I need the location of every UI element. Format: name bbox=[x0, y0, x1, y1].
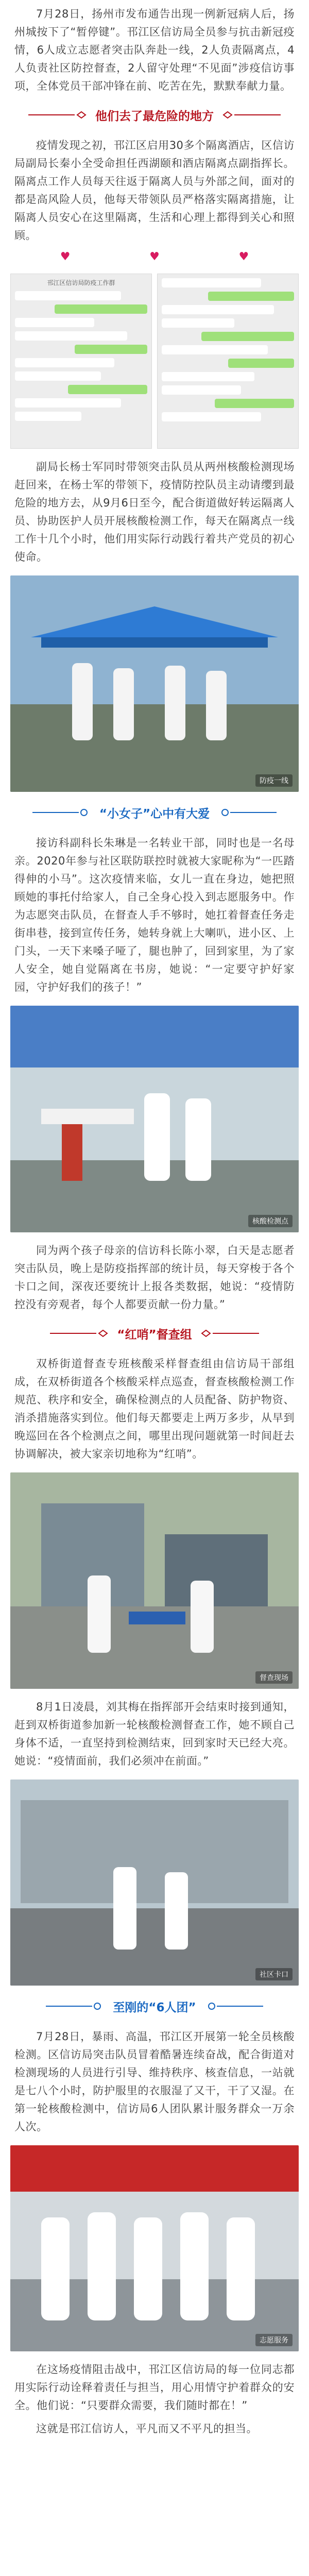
photo-community bbox=[10, 1780, 299, 1986]
section-title-text: “红哨”督查组 bbox=[117, 1328, 192, 1342]
ornament-right-icon bbox=[215, 808, 277, 817]
section3-paragraph-1: 双桥街道督查专班核酸采样督查组由信访局干部组成，在双桥街道各个核酸采样点巡查，督查核酸检测工作规范、秩序和安全，确保检测点的人员配备、防护物资、消杀措施落实到位。他们每天都要走上两万多步，从早到晚巡回在各个检测点之间，哪里出现问题就第一时间赶去协调解决，被大家亲切地称为“红哨”。 bbox=[14, 1358, 295, 1460]
section-title-text: 他们去了最危险的地方 bbox=[95, 109, 214, 123]
ornament-left-icon bbox=[50, 1329, 112, 1338]
section4-paragraph-1: 7月28日，暴雨、高温，邗江区开展第一轮全员核酸检测。区信访局突击队员冒着酷暑连续奋战，配合街道对检测现场的人员进行引导、维持秩序、核查信息，一站就是七八个小时，防护服里的衣服湿了又干，干了又湿。在第一轮核酸检测中，信访局6人团队累计服务群众一万余人次。 bbox=[14, 2030, 295, 2133]
photo-caption: 核酸检测点 bbox=[248, 1215, 293, 1227]
chat-header: 邗江区信访局防疫工作群 bbox=[47, 279, 115, 286]
section-title-3 bbox=[0, 1322, 309, 1345]
photo-caption: 志愿服务 bbox=[255, 2334, 293, 2346]
chat-screenshot-left bbox=[10, 274, 152, 449]
photo-testing-site bbox=[10, 1006, 299, 1232]
ornament-left-icon bbox=[46, 2002, 108, 2011]
section2-paragraph-2: 同为两个孩子母亲的信访科长陈小翠，白天是志愿者突击队员，晚上是防疫指挥部的统计员，每天穿梭于各个卡口之间，深夜还要统计上报各类数据，她说：“疫情防控没有旁观者，每个人都要贡献一份力量。” bbox=[14, 1244, 295, 1311]
photo-testing-site-image bbox=[10, 1006, 299, 1232]
intro-paragraph: 7月28日，扬州市发布通告出现一例新冠病人后，扬州城按下了“暂停键”。邗江区信访局全员参与抗击新冠疫情，6人成立志愿者突击队奔赴一线，2人负责隔离点，4人负责社区防控督查，2人留守处理“不见面”涉疫信访事项，全体党员干部冲锋在前、吃苦在先，默默奉献力量。 bbox=[14, 8, 295, 92]
section-title-text: 至刚的“6人团” bbox=[113, 2001, 196, 2014]
ornament-left-icon bbox=[28, 110, 90, 120]
section-title-text: “小女子”心中有大爱 bbox=[99, 807, 210, 821]
photo-caption: 督查现场 bbox=[255, 1671, 293, 1684]
photo-community-image bbox=[10, 1780, 299, 1986]
photo-team bbox=[10, 2145, 299, 2351]
section-title-4 bbox=[0, 1995, 309, 2018]
photo-caption: 社区卡口 bbox=[255, 1968, 293, 1980]
section1-paragraph-1: 疫情发现之初，邗江区启用30多个隔离酒店，区信访局副局长秦小全受命担任西湖颐和酒店隔离点副指挥长。隔离点工作人员每天往返于隔离人员与外部之间，面对的都是高风险人员，他每天带领队员严格落实隔离措施，让隔离人员安心在这里隔离，生活和心理上都得到关心和照顾。 bbox=[14, 139, 295, 242]
photo-inspection bbox=[10, 1472, 299, 1689]
photo-team-image bbox=[10, 2145, 299, 2351]
chat-screenshots bbox=[10, 274, 299, 449]
ornament-right-icon bbox=[219, 110, 281, 120]
photo-inspection-image bbox=[10, 1472, 299, 1689]
section1-paragraph-2: 副局长杨士军同时带领突击队员从两州核酸检测现场赶回来，在杨士军的带领下，疫情防控队员主动请缨到最危险的地方去，从9月6日至今，配合街道做好转运隔离人员、协助医护人员开展核酸检测工作，每天在隔离点一线工作十几个小时，他们用实际行动践行着共产党员的初心使命。 bbox=[14, 461, 295, 563]
section-title-1 bbox=[0, 104, 309, 126]
section-title-2 bbox=[0, 801, 309, 824]
ornament-right-icon bbox=[201, 2002, 263, 2011]
photo-frontline bbox=[10, 575, 299, 792]
photo-caption: 防疫一线 bbox=[255, 774, 293, 787]
section3-paragraph-2: 8月1日凌晨，刘其梅在指挥部开会结束时接到通知，赶到双桥街道参加新一轮核酸检测督查工作，她不顾自己身体不适，一直坚持到检测结束，回到家时天已经大亮。她说：“疫情面前，我们必须冲在前面。” bbox=[14, 1701, 295, 1767]
ornament-right-icon bbox=[197, 1329, 259, 1338]
ornament-left-icon bbox=[32, 808, 94, 817]
section4-paragraph-2: 在这场疫情阻击战中，邗江区信访局的每一位同志都用实际行动诠释着责任与担当，用心用情守护着群众的安全。他们说：“只要群众需要，我们随时都在！” bbox=[14, 2363, 295, 2412]
heart-icon: ♥ bbox=[60, 250, 71, 263]
section2-paragraph-1: 接访科副科长朱琳是一名转业干部，同时也是一名母亲。2020年参与社区联防联控时就被大家昵称为“一匹踏得伸的小马”。这次疫情来临，女儿一直在身边，她把照顾她的事托付给家人，自己全身心投入到志愿服务中。作为志愿突击队员，在督查人手不够时，她扛着督查任务走街串巷，接到宣传任务，她转身就上大喇叭，进小区、上门头，一天下来嗓子哑了，腿也肿了，回到家里，为了家人安全，她自觉隔离在书房，她说：“一定要守护好家园，守护好我们的孩子！” bbox=[14, 837, 295, 993]
heart-decoration bbox=[21, 249, 288, 264]
heart-icon: ♥ bbox=[149, 250, 160, 263]
chat-screenshot-right bbox=[157, 274, 299, 449]
photo-frontline-image bbox=[10, 575, 299, 792]
closing-paragraph: 这就是邗江信访人，平凡而又不平凡的担当。 bbox=[36, 2422, 258, 2435]
heart-icon: ♥ bbox=[238, 250, 249, 263]
